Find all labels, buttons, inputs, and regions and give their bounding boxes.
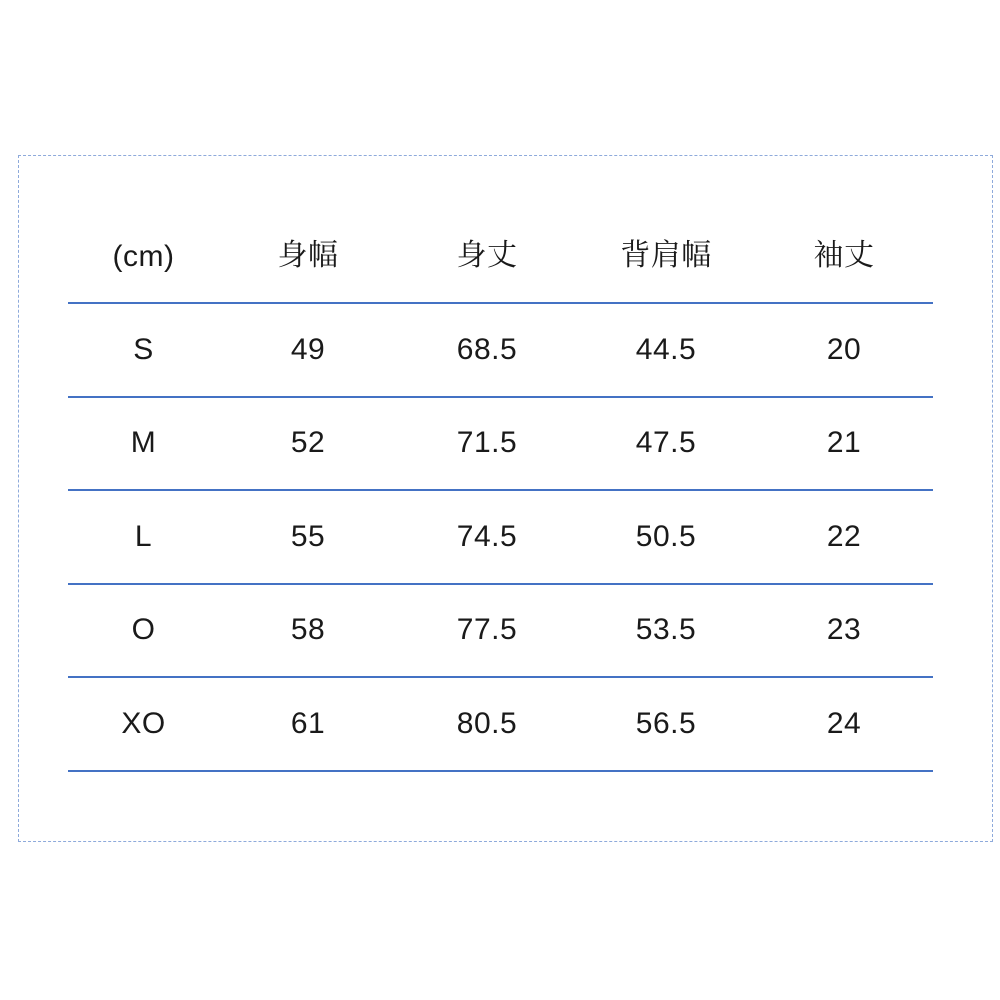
body-width-value: 58 [290, 613, 326, 647]
size-label: M [130, 426, 157, 460]
size-label: O [131, 613, 156, 647]
table-row-xo [68, 678, 933, 772]
back-shoulder-width-value: 50.5 [635, 519, 697, 553]
sleeve-length-value: 22 [826, 519, 862, 553]
body-width-value: 49 [290, 332, 326, 366]
body-width-value: 55 [290, 519, 326, 553]
back-shoulder-width-value: 44.5 [635, 332, 697, 366]
header-sleeve-length: 袖丈 [813, 239, 875, 272]
size-table [68, 156, 933, 772]
table-row-m [68, 398, 933, 492]
header-body-length: 身丈 [456, 239, 518, 272]
sleeve-length-value: 24 [826, 706, 862, 740]
body-length-value: 74.5 [456, 519, 518, 553]
size-label: XO [121, 706, 166, 740]
header-unit-label: (cm) [112, 240, 175, 273]
body-length-value: 77.5 [456, 613, 518, 647]
sleeve-length-value: 21 [826, 426, 862, 460]
header-body-width: 身幅 [277, 239, 339, 272]
body-length-value: 68.5 [456, 332, 518, 366]
body-width-value: 61 [290, 706, 326, 740]
size-label: S [133, 332, 154, 366]
body-length-value: 80.5 [456, 706, 518, 740]
size-label: L [134, 519, 153, 553]
header-back-shoulder-width: 背肩幅 [620, 239, 712, 272]
sleeve-length-value: 20 [826, 332, 862, 366]
table-row-s [68, 304, 933, 398]
table-row-o [68, 585, 933, 679]
body-width-value: 52 [290, 426, 326, 460]
sleeve-length-value: 23 [826, 613, 862, 647]
body-length-value: 71.5 [456, 426, 518, 460]
table-row-l [68, 491, 933, 585]
size-chart-frame [18, 155, 993, 842]
table-header-row [68, 156, 933, 304]
back-shoulder-width-value: 53.5 [635, 613, 697, 647]
back-shoulder-width-value: 47.5 [635, 426, 697, 460]
back-shoulder-width-value: 56.5 [635, 706, 697, 740]
